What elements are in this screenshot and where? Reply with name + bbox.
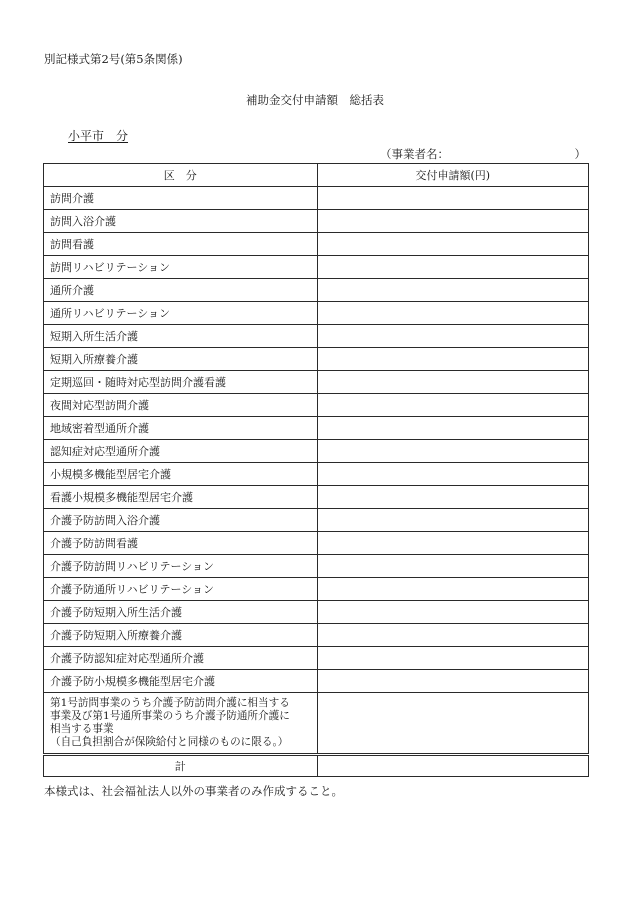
table-row <box>44 325 589 348</box>
amount-cell[interactable] <box>317 509 589 532</box>
table-row <box>44 463 589 486</box>
table-row <box>44 509 589 532</box>
category-cell: 訪問介護 <box>44 187 318 210</box>
table-row <box>44 670 589 693</box>
city-label: 小平市 分 <box>68 129 129 143</box>
total-amount-cell[interactable] <box>317 755 589 777</box>
table-header-row <box>44 164 589 187</box>
amount-cell[interactable] <box>317 394 589 417</box>
amount-cell[interactable] <box>317 233 589 256</box>
special-line: 事業及び第1号通所事業のうち介護予防通所介護に <box>50 710 290 722</box>
category-cell: 介護予防訪問看護 <box>44 532 318 555</box>
summary-table <box>43 163 589 777</box>
table-row <box>44 187 589 210</box>
amount-cell[interactable] <box>317 371 589 394</box>
category-cell: 夜間対応型訪問介護 <box>44 394 318 417</box>
table-row <box>44 647 589 670</box>
amount-cell[interactable] <box>317 555 589 578</box>
amount-cell[interactable] <box>317 601 589 624</box>
table-row <box>44 486 589 509</box>
amount-cell[interactable] <box>317 210 589 233</box>
special-line: 第1号訪問事業のうち介護予防訪問介護に相当する <box>50 697 290 709</box>
category-cell: 介護予防短期入所療養介護 <box>44 624 318 647</box>
footnote: 本様式は、社会福祉法人以外の事業者のみ作成すること。 <box>44 784 343 798</box>
category-cell: 短期入所生活介護 <box>44 325 318 348</box>
document-title: 補助金交付申請額 総括表 <box>246 93 384 107</box>
header-amount: 交付申請額(円) <box>317 164 589 187</box>
amount-cell[interactable] <box>317 693 589 755</box>
operator-name-line <box>380 146 586 162</box>
category-cell: 介護予防小規模多機能型居宅介護 <box>44 670 318 693</box>
special-line: （自己負担割合が保険給付と同様のものに限る。） <box>50 736 289 748</box>
category-cell: 認知症対応型通所介護 <box>44 440 318 463</box>
table-row <box>44 417 589 440</box>
header-category: 区 分 <box>44 164 318 187</box>
special-line: 相当する事業 <box>50 723 114 735</box>
amount-cell[interactable] <box>317 624 589 647</box>
table-row <box>44 555 589 578</box>
amount-cell[interactable] <box>317 578 589 601</box>
amount-cell[interactable] <box>317 440 589 463</box>
amount-cell[interactable] <box>317 348 589 371</box>
amount-cell[interactable] <box>317 486 589 509</box>
category-cell: 介護予防訪問入浴介護 <box>44 509 318 532</box>
table-row <box>44 371 589 394</box>
table-row <box>44 394 589 417</box>
amount-cell[interactable] <box>317 532 589 555</box>
amount-cell[interactable] <box>317 256 589 279</box>
table-row <box>44 210 589 233</box>
table-row-special <box>44 693 589 755</box>
category-cell: 訪問入浴介護 <box>44 210 318 233</box>
category-cell: 通所介護 <box>44 279 318 302</box>
category-cell: 介護予防認知症対応型通所介護 <box>44 647 318 670</box>
table-row <box>44 256 589 279</box>
table-body <box>44 187 589 777</box>
amount-cell[interactable] <box>317 187 589 210</box>
category-cell: 介護予防短期入所生活介護 <box>44 601 318 624</box>
total-label: 計 <box>44 755 318 777</box>
category-cell: 小規模多機能型居宅介護 <box>44 463 318 486</box>
category-cell: 通所リハビリテーション <box>44 302 318 325</box>
category-cell: 地域密着型通所介護 <box>44 417 318 440</box>
amount-cell[interactable] <box>317 302 589 325</box>
category-cell: 短期入所療養介護 <box>44 348 318 371</box>
amount-cell[interactable] <box>317 463 589 486</box>
category-cell-special <box>44 693 318 755</box>
amount-cell[interactable] <box>317 417 589 440</box>
table-row <box>44 233 589 256</box>
table-row <box>44 601 589 624</box>
category-cell: 介護予防通所リハビリテーション <box>44 578 318 601</box>
table-row <box>44 440 589 463</box>
table-row <box>44 624 589 647</box>
table-row <box>44 578 589 601</box>
amount-cell[interactable] <box>317 325 589 348</box>
table-row <box>44 279 589 302</box>
operator-name-label: （事業者名： <box>380 147 449 161</box>
category-cell: 看護小規模多機能型居宅介護 <box>44 486 318 509</box>
amount-cell[interactable] <box>317 647 589 670</box>
operator-name-close: ） <box>574 147 586 161</box>
table-row <box>44 348 589 371</box>
category-cell: 訪問リハビリテーション <box>44 256 318 279</box>
table-row <box>44 302 589 325</box>
category-cell: 訪問看護 <box>44 233 318 256</box>
category-cell: 介護予防訪問リハビリテーション <box>44 555 318 578</box>
amount-cell[interactable] <box>317 670 589 693</box>
category-cell: 定期巡回・随時対応型訪問介護看護 <box>44 371 318 394</box>
table-row-total <box>44 755 589 777</box>
form-reference: 別記様式第2号(第5条関係) <box>44 52 183 66</box>
table-row <box>44 532 589 555</box>
amount-cell[interactable] <box>317 279 589 302</box>
